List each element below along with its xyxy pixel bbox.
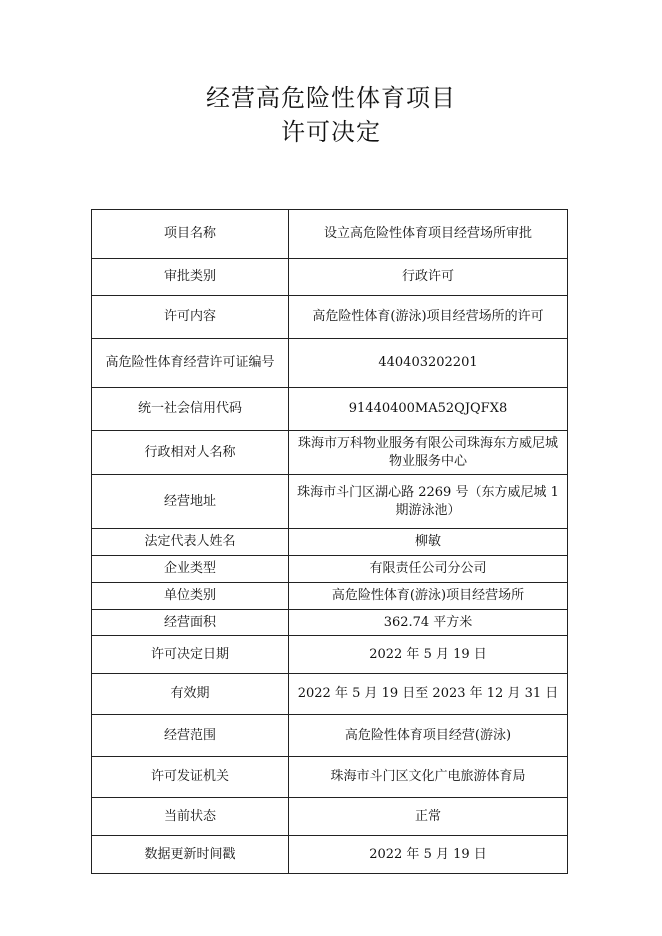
table-row (92, 259, 568, 296)
row-value: 珠海市斗门区湖心路 2269 号（东方威尼城 1 期游泳池） (289, 475, 568, 529)
row-value: 珠海市万科物业服务有限公司珠海东方威尼城物业服务中心 (289, 431, 568, 475)
table-row (92, 339, 568, 388)
table-row (92, 296, 568, 339)
row-label: 有效期 (92, 674, 289, 715)
table-row (92, 636, 568, 674)
row-value: 高危险性体育项目经营(游泳) (289, 715, 568, 757)
table-row (92, 798, 568, 836)
row-label: 单位类别 (92, 583, 289, 610)
row-label: 高危险性体育经营许可证编号 (92, 339, 289, 388)
row-label: 当前状态 (92, 798, 289, 836)
row-label: 许可决定日期 (92, 636, 289, 674)
row-value: 2022 年 5 月 19 日 (289, 836, 568, 874)
table-row (92, 210, 568, 259)
row-value: 行政许可 (289, 259, 568, 296)
row-label: 经营地址 (92, 475, 289, 529)
row-label: 企业类型 (92, 556, 289, 583)
table-row (92, 674, 568, 715)
table-row (92, 583, 568, 610)
table-row (92, 388, 568, 431)
row-label: 审批类别 (92, 259, 289, 296)
table-row (92, 610, 568, 636)
table-row (92, 757, 568, 798)
row-value: 440403202201 (289, 339, 568, 388)
table-row (92, 836, 568, 874)
row-value: 柳敏 (289, 529, 568, 556)
row-label: 数据更新时间戳 (92, 836, 289, 874)
row-label: 经营范围 (92, 715, 289, 757)
row-value: 2022 年 5 月 19 日 (289, 636, 568, 674)
row-value: 2022 年 5 月 19 日至 2023 年 12 月 31 日 (289, 674, 568, 715)
row-label: 法定代表人姓名 (92, 529, 289, 556)
row-value: 362.74 平方米 (289, 610, 568, 636)
row-label: 统一社会信用代码 (92, 388, 289, 431)
row-value: 设立高危险性体育项目经营场所审批 (289, 210, 568, 259)
table-row (92, 715, 568, 757)
table-row (92, 475, 568, 529)
table-row (92, 431, 568, 475)
row-value: 有限责任公司分公司 (289, 556, 568, 583)
row-label: 许可发证机关 (92, 757, 289, 798)
row-label: 经营面积 (92, 610, 289, 636)
row-label: 项目名称 (92, 210, 289, 259)
row-value: 91440400MA52QJQFX8 (289, 388, 568, 431)
row-label: 许可内容 (92, 296, 289, 339)
permit-table (91, 209, 568, 874)
table-row (92, 529, 568, 556)
table-row (92, 556, 568, 583)
row-label: 行政相对人名称 (92, 431, 289, 475)
row-value: 珠海市斗门区文化广电旅游体育局 (289, 757, 568, 798)
row-value: 高危险性体育(游泳)项目经营场所 (289, 583, 568, 610)
row-value: 高危险性体育(游泳)项目经营场所的许可 (289, 296, 568, 339)
row-value: 正常 (289, 798, 568, 836)
document-title: 经营高危险性体育项目 (206, 84, 456, 112)
document-subtitle: 许可决定 (281, 118, 381, 146)
